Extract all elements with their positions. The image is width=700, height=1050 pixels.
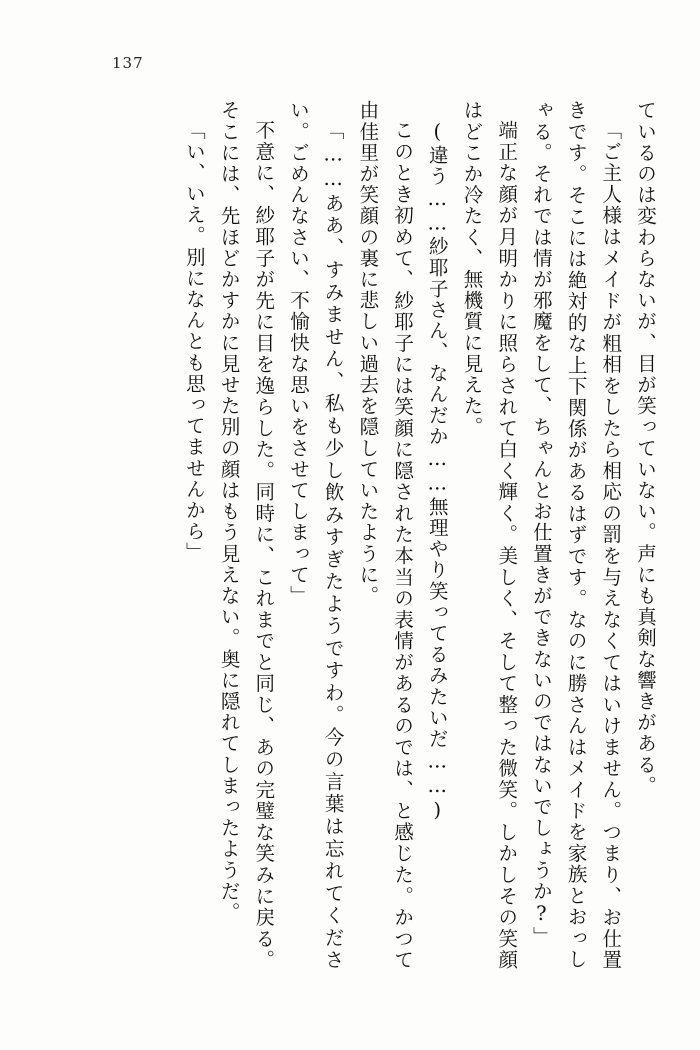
paragraph-6: 「……ああ、すみません、私も少し飲みすぎたようですわ。今の言葉は忘れてください。ごめんなさい、不愉快な思いをさせてしまって」: [286, 100, 345, 970]
paragraph-2: [523, 100, 627, 970]
paragraph-8: 「い、いえ。別になんとも思ってませんから」: [182, 119, 206, 563]
paragraph-1: ているのは変わらないが、目が笑っていない。声にも真剣な響きがある。: [634, 100, 657, 797]
paragraph-7: 不意に、紗耶子が先に目を逸らした。同時に、これまでと同じ、あの完璧な笑みに戻る。そこには、先ほどかすかに見せた別の顔はもう見えない。奥に隠れてしまったようだ。: [217, 100, 276, 970]
paragraph-3: 端正な顔が月明かりに照らされて白く輝く。美しく、そして整った微笑。しかしその笑顔はどこか冷たく、無機質に見えた。: [460, 100, 519, 970]
paragraph-5: このとき初めて、紗耶子には笑顔に隠された本当の表情があるのでは、と感じた。かつて由佳里が笑顔の裏に悲しい過去を隠していたように。: [356, 100, 415, 970]
page-number: 137: [112, 54, 144, 72]
paragraph-2-text: 「ご主人様はメイドが粗相をしたら相応の罰を与えなくてはいけません。つまり、お仕置きです。そこには絶対的な上下関係があるはずです。なのに勝さんはメイドを家族とおっしゃる。それでは情が邪魔をして、ちゃんとお仕置きができないのではないでしょうか?」: [529, 100, 623, 970]
body-text-block: [62, 100, 662, 970]
paragraph-4: (違う……紗耶子さん、なんだか……無理やり笑ってるみたいだ……): [425, 119, 449, 823]
